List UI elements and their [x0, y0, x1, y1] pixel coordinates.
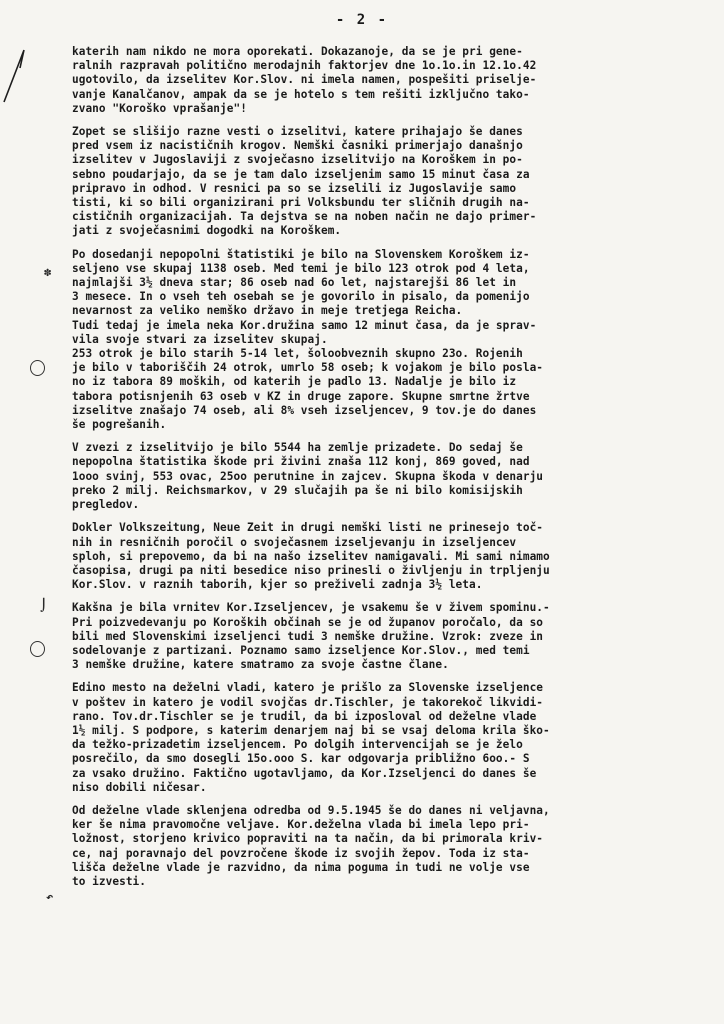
text-line: je bilo v taboriščih 24 otrok, umrlo 58 oseb; k vojakom je bilo posla-	[72, 361, 544, 375]
text-line: niso dobili ničesar.	[72, 780, 207, 794]
text-line: katerih nam nikdo ne mora oporekati. Dokazanoje, da se je pri gene-	[72, 45, 523, 58]
margin-circle-icon	[30, 641, 45, 657]
text-line: pripravo in odhod. V resnici pa so se izselili iz Jugoslavije samo	[72, 181, 517, 195]
text-line: tabora potisnjenih 63 oseb v KZ in druge zapore. Skupne smrtne žrtve	[72, 389, 530, 403]
text-line: vila svoje stvari za izselitev skupaj.	[72, 332, 328, 346]
text-line: rano. Tov.dr.Tischler se je trudil, da bi izposloval od deželne vlade	[72, 709, 537, 723]
text-line: 253 otrok je bilo starih 5-14 let, šoloobveznih skupno 23o. Rojenih	[72, 347, 523, 361]
paragraph	[72, 804, 682, 889]
paragraph	[72, 45, 682, 116]
paragraph	[72, 521, 682, 592]
text-line: pregledov.	[72, 498, 140, 512]
text-line: ugotovilo, da izselitev Kor.Slov. ni imela namen, pospešiti priselje-	[72, 73, 537, 87]
text-line: ce, naj poravnajo del povzročene škode iz svojih žepov. Toda iz sta-	[72, 846, 530, 860]
text-line: nepopolna štatistika škode pri živini znaša 112 konj, 869 goved, nad	[72, 455, 530, 469]
text-line: izselitve znašajo 74 oseb, ali 8% vseh izseljencev, 9 tov.je do danes	[72, 403, 537, 417]
text-line: bili med Slovenskimi izseljenci tudi 3 nemške družine. Vzrok: zveze in	[72, 629, 544, 643]
text-line: vanje Kanalčanov, ampak da se je hotelo s tem rešiti izključno tako-	[72, 87, 530, 101]
text-line: za vsako družino. Faktično ugotavljamo, da Kor.Izseljenci do danes še	[72, 766, 537, 780]
text-line: posrečilo, da smo dosegli 15o.ooo S. kar odgovarja približno 6oo.- S	[72, 752, 530, 766]
body-text	[72, 45, 682, 898]
text-line: sploh, si prepovemo, da bi na našo izselitev namigavali. Mi sami nimamo	[72, 549, 550, 563]
text-line: Od deželne vlade sklenjena odredba od 9.5.1945 še do danes ni veljavna,	[72, 803, 550, 817]
text-line: da težko-prizadetim izseljencem. Po dolgih intervencijah se je želo	[72, 738, 523, 752]
text-line: nih in resničnih poročil o svoječasnem izseljevanju in izseljencev	[72, 535, 517, 549]
margin-pen-stroke-icon	[0, 48, 30, 108]
text-line: sebno poudarjajo, da se je tam dalo izseljenim samo 15 minut časa za	[72, 167, 530, 181]
text-line: Pri poizvedevanju po Koroških občinah se je od županov poročalo, da so	[72, 615, 544, 629]
text-line: 1ooo svinj, 553 ovac, 25oo perutnine in zajcev. Skupna škoda v denarju	[72, 469, 544, 483]
text-line: Po dosedanji nepopolni štatistiki je bilo na Slovenskem Koroškem iz-	[72, 247, 530, 261]
text-line: časopisa, drugi pa niti besedice niso prinesli o življenju in trpljenju	[72, 563, 550, 577]
text-line: sodelovanje z partizani. Poznamo samo izseljence Kor.Slov., med temi	[72, 643, 530, 657]
text-line: 1½ milj. S podpore, s katerim denarjem naj bi se vsaj deloma krila ško-	[72, 723, 550, 737]
text-line: lišča deželne vlade je razvidno, da nima poguma in tudi ne volje vse	[72, 860, 530, 874]
text-line: V zvezi z izselitvijo je bilo 5544 ha zemlje prizadete. Do sedaj še	[72, 441, 523, 455]
paragraph	[72, 125, 682, 239]
text-line: Tudi tedaj je imela neka Kor.družina samo 12 minut časa, da je sprav-	[72, 318, 537, 332]
text-line: najmlajši 3½ dneva star; 86 oseb nad 6o let, najstarejši 86 let in	[72, 276, 517, 290]
margin-bullet-icon: ✽	[44, 265, 52, 279]
text-line: pred vsem iz nacističnih krogov. Nemški časniki primerjajo današnjo	[72, 139, 523, 153]
text-line: zvano "Koroško vprašanje"!	[72, 101, 247, 115]
text-line: tisti, ki so bili organizirani pri Volksbundu ter sličnih drugih na-	[72, 196, 530, 210]
text-line: Kakšna je bila vrnitev Kor.Izseljencev, je vsakemu še v živem spominu.-	[72, 601, 550, 615]
margin-tick-icon: ↶	[46, 890, 54, 904]
text-line: Edino mesto na deželni vladi, katero je prišlo za Slovenske izseljence	[72, 681, 544, 695]
text-line: nevarnost za veliko nemško državo in meje tretjega Reicha.	[72, 304, 463, 318]
text-line: ralnih razpravah politično merodajnih faktorjev dne 1o.1o.in 12.1o.42	[72, 59, 537, 73]
text-line: izselitev v Jugoslaviji z svoječasno izselitvijo na Koroškem in po-	[72, 153, 523, 167]
text-line: še pogrešanih.	[72, 418, 167, 432]
text-line: 3 mesece. In o vseh teh osebah se je govorilo in pisalo, da pomenijo	[72, 290, 530, 304]
text-line: ker še nima pravomočne veljave. Kor.deželna vlada bi imela lepo pri-	[72, 818, 530, 832]
text-line: cističnih organizacijah. Ta dejstva se na noben način ne dajo primer-	[72, 210, 537, 224]
text-line: Dokler Volkszeitung, Neue Zeit in drugi nemški listi ne prinesejo toč-	[72, 521, 544, 535]
paragraph	[72, 601, 682, 672]
paragraph	[72, 681, 682, 795]
text-line: jati z svoječasnimi dogodki na Koroškem.	[72, 224, 342, 238]
text-line: Kor.Slov. v raznih taborih, kjer so preživeli zadnja 3½ leta.	[72, 578, 483, 592]
page-number: - 2 -	[335, 12, 389, 28]
margin-tick-icon: ⌡	[40, 598, 48, 612]
text-line: no iz tabora 89 moških, od katerih je padlo 13. Nadalje je bilo iz	[72, 375, 517, 389]
margin-circle-icon	[30, 360, 45, 376]
text-line: to izvesti.	[72, 874, 147, 888]
text-line: 3 nemške družine, katere smatramo za svoje častne člane.	[72, 658, 449, 672]
text-line: seljeno vse skupaj 1138 oseb. Med temi je bilo 123 otrok pod 4 leta,	[72, 261, 530, 275]
text-line: ložnost, storjeno krivico popraviti na ta način, da bi primorala kriv-	[72, 832, 544, 846]
paragraph	[72, 441, 682, 512]
paragraph	[72, 248, 682, 433]
text-line: Zopet se slišijo razne vesti o izselitvi, katere prihajajo še danes	[72, 125, 523, 139]
text-line: preko 2 milj. Reichsmarkov, v 29 slučajih pa še ni bilo komisijskih	[72, 483, 523, 497]
text-line: v poštev in katero je vodil svojčas dr.Tischler, je takorekoč likvidi-	[72, 695, 544, 709]
